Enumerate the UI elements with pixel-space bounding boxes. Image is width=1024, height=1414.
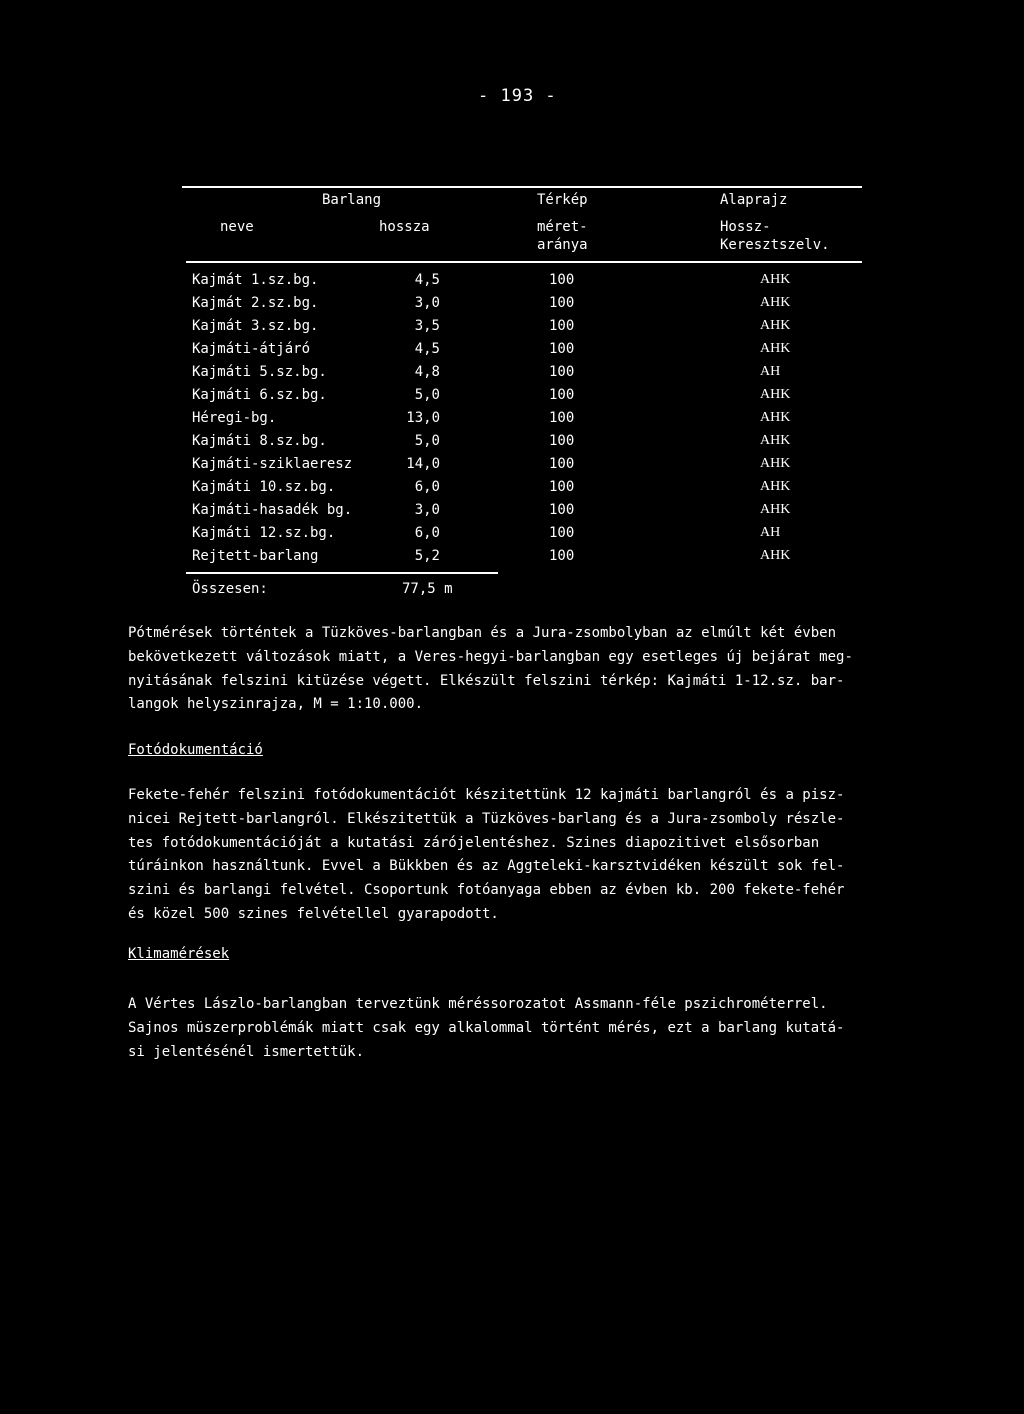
text-line: és közel 500 szines felvétellel gyarapodott. — [128, 905, 499, 922]
text-line: nicei Rejtett-barlangról. Elkészitettük a Tüzköves-barlang és a Jura-zsomboly részle- — [128, 810, 845, 827]
header-aranya: aránya — [537, 237, 588, 253]
plan-type-cell: AHK — [760, 548, 791, 563]
cave-name-cell: Kajmáti 8.sz.bg. — [192, 433, 327, 449]
text-line: A Vértes Lászlo-barlangban terveztünk méréssorozatot Assmann-féle pszichrométerrel. — [128, 996, 828, 1012]
heading-klimameresek: Klimamérések — [128, 946, 230, 962]
cave-length-cell: 5,2 — [414, 548, 440, 564]
plan-type-cell: AHK — [760, 272, 791, 287]
plan-type-cell: AHK — [760, 410, 791, 425]
cave-name-cell: Héregi-bg. — [192, 410, 277, 426]
plan-type-cell: AHK — [760, 295, 791, 310]
map-scale-cell: 100 — [549, 525, 575, 541]
paragraph-foto — [128, 784, 928, 927]
map-scale-cell: 100 — [549, 479, 575, 495]
header-hossz: Hossz- — [720, 219, 771, 235]
table-header-rule — [186, 261, 862, 263]
header-barlang: Barlang — [322, 192, 382, 208]
cave-name-cell: Kajmáti-átjáró — [192, 341, 311, 357]
map-scale-cell: 100 — [549, 456, 575, 472]
map-scale-cell: 100 — [549, 387, 575, 403]
cave-length-cell: 6,0 — [414, 479, 440, 495]
cave-length-cell: 5,0 — [414, 433, 440, 449]
text-line: szini és barlangi felvétel. Csoportunk fotóanyaga ebben az évben kb. 200 fekete-fehér — [128, 882, 845, 899]
map-scale-cell: 100 — [549, 364, 575, 380]
text-line: Fekete-fehér felszini fotódokumentációt készitettünk 12 kajmáti barlangról és a pisz- — [128, 787, 845, 803]
map-scale-cell: 100 — [549, 341, 575, 357]
plan-type-cell: AHK — [760, 502, 791, 517]
cave-name-cell: Kajmáti 12.sz.bg. — [192, 525, 336, 541]
cave-length-cell: 3,0 — [414, 295, 440, 311]
header-terkep: Térkép — [537, 192, 588, 208]
cave-name-cell: Kajmáti 10.sz.bg. — [192, 479, 336, 495]
map-scale-cell: 100 — [549, 433, 575, 449]
plan-type-cell: AHK — [760, 387, 791, 402]
cave-length-cell: 5,0 — [414, 387, 440, 403]
header-hossza: hossza — [379, 219, 430, 235]
plan-type-cell: AH — [760, 364, 781, 379]
plan-type-cell: AHK — [760, 433, 791, 448]
text-line: bekövetkezett változások miatt, a Veres-hegyi-barlangban egy esetleges új bejárat meg- — [128, 648, 853, 665]
page-number: - 193 - — [478, 86, 557, 106]
map-scale-cell: 100 — [549, 548, 575, 564]
cave-length-cell: 14,0 — [406, 456, 440, 472]
plan-type-cell: AHK — [760, 456, 791, 471]
map-scale-cell: 100 — [549, 410, 575, 426]
cave-length-cell: 4,8 — [414, 364, 440, 380]
cave-name-cell: Rejtett-barlang — [192, 548, 319, 564]
map-scale-cell: 100 — [549, 318, 575, 334]
cave-length-cell: 3,0 — [414, 502, 440, 518]
text-line: si jelentésénél ismertettük. — [128, 1043, 365, 1060]
cave-name-cell: Kajmáti-hasadék bg. — [192, 502, 353, 518]
header-alaprajz: Alaprajz — [720, 192, 788, 208]
plan-type-cell: AHK — [760, 341, 791, 356]
header-neve: neve — [220, 219, 254, 235]
heading-fotodokumentacio: Fotódokumentáció — [128, 742, 263, 758]
text-line: túráinkon használtunk. Evvel a Bükkben és az Aggteleki-karsztvidéken készült sok fel- — [128, 858, 845, 875]
total-label: Összesen: — [192, 581, 268, 597]
cave-length-cell: 4,5 — [414, 272, 440, 288]
paragraph-klima — [128, 993, 928, 1064]
paragraph-measurements — [128, 622, 928, 717]
map-scale-cell: 100 — [549, 502, 575, 518]
header-meret: méret- — [537, 219, 588, 235]
table-total-rule — [186, 572, 498, 574]
text-line: nyitásának felszini kitüzése végett. Elkészült felszini térkép: Kajmáti 1-12.sz. bar- — [128, 672, 845, 689]
total-value: 77,5 m — [402, 581, 453, 597]
cave-length-cell: 3,5 — [414, 318, 440, 334]
plan-type-cell: AHK — [760, 318, 791, 333]
text-line: Sajnos müszerproblémák miatt csak egy alkalommal történt mérés, ezt a barlang kutatá- — [128, 1019, 845, 1036]
plan-type-cell: AH — [760, 525, 781, 540]
cave-name-cell: Kajmát 3.sz.bg. — [192, 318, 319, 334]
table-top-rule — [182, 186, 862, 188]
text-line: tes fotódokumentációját a kutatási zárójelentéshez. Szines diapozitivet elsősorban — [128, 834, 820, 851]
cave-name-cell: Kajmáti 6.sz.bg. — [192, 387, 327, 403]
cave-name-cell: Kajmáti-sziklaeresz — [192, 456, 353, 472]
text-line: Pótmérések történtek a Tüzköves-barlangban és a Jura-zsombolyban az elmúlt két évben — [128, 625, 837, 641]
plan-type-cell: AHK — [760, 479, 791, 494]
map-scale-cell: 100 — [549, 272, 575, 288]
text-line: langok helyszinrajza, M = 1:10.000. — [128, 696, 424, 713]
cave-length-cell: 13,0 — [406, 410, 440, 426]
cave-name-cell: Kajmát 2.sz.bg. — [192, 295, 319, 311]
header-keresztszelv: Keresztszelv. — [720, 237, 830, 253]
cave-length-cell: 6,0 — [414, 525, 440, 541]
cave-name-cell: Kajmát 1.sz.bg. — [192, 272, 319, 288]
map-scale-cell: 100 — [549, 295, 575, 311]
cave-name-cell: Kajmáti 5.sz.bg. — [192, 364, 327, 380]
cave-length-cell: 4,5 — [414, 341, 440, 357]
